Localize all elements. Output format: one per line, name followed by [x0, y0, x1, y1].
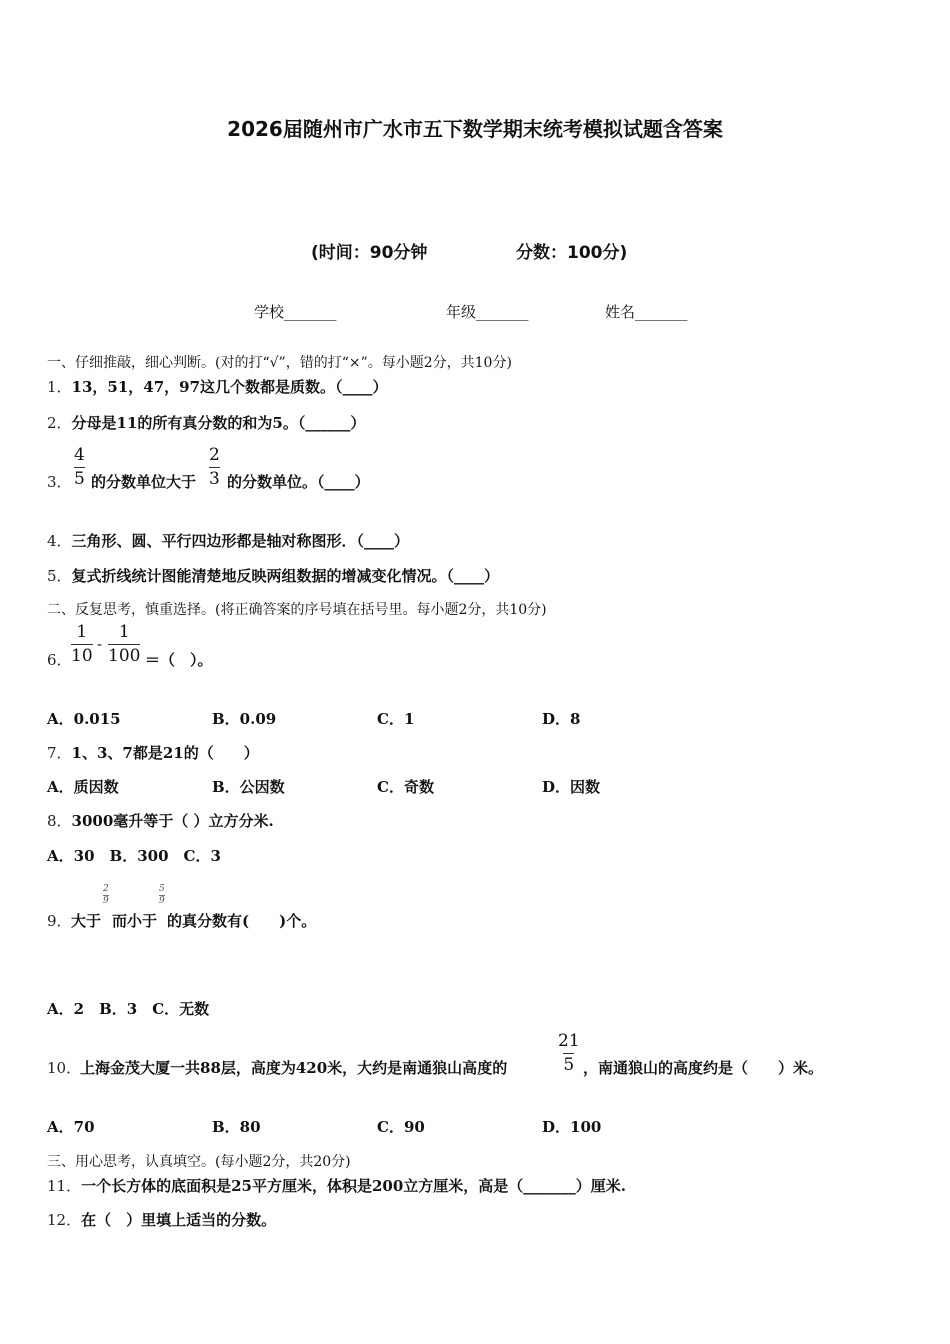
fraction-denominator: 3: [209, 469, 220, 489]
question-text: 三角形、圆、平行四边形都是轴对称图形．（____）: [71, 532, 410, 550]
option-c[interactable]: C．奇数: [377, 778, 434, 796]
question-11: [47, 1175, 626, 1196]
fraction-numerator: 1: [76, 622, 88, 642]
section-heading-2: 二、反复思考，慎重选择。(将正确答案的序号填在括号里。每小题2分，共10分): [47, 602, 547, 618]
question-12: [47, 1209, 276, 1230]
question-number: 6．: [47, 651, 72, 669]
question-text: 3000毫升等于（ ）立方分米.: [71, 812, 274, 830]
fraction-numerator: 5: [159, 884, 165, 894]
question-5: [47, 565, 499, 586]
school-field[interactable]: 学校_______: [254, 303, 337, 321]
question-3-text-2: 的分数单位。（____）: [227, 473, 370, 491]
question-6-number: [47, 649, 72, 670]
question-7: [47, 742, 259, 763]
page-title: 2026届随州市广水市五下数学期末统考模拟试题含答案: [227, 117, 723, 141]
name-field[interactable]: 姓名_______: [605, 303, 688, 321]
minus-sign: -: [97, 635, 103, 653]
question-4: [47, 530, 409, 551]
question-9-options[interactable]: A．2 B．3 C．无数: [47, 1000, 210, 1018]
question-9-text-2: 而小于: [112, 912, 158, 930]
question-number: 3．: [47, 473, 72, 491]
question-text: 在（ ）里填上适当的分数。: [81, 1211, 277, 1229]
option-d[interactable]: D．100: [542, 1118, 602, 1136]
option-c[interactable]: C．1: [377, 710, 415, 728]
question-10-number: [47, 1057, 81, 1078]
question-9-text-3: 的真分数有( )个。: [167, 912, 317, 930]
fraction-denominator: 9: [103, 896, 109, 906]
section-heading-1: 一、仔细推敲，细心判断。(对的打“√”，错的打“×”。每小题2分，共10分): [47, 355, 512, 371]
question-3-text-1: 的分数单位大于: [91, 473, 197, 491]
question-1: [47, 376, 388, 397]
question-number: 1．: [47, 378, 72, 396]
fraction-2-3: [207, 447, 222, 488]
fraction-21-5: [556, 1033, 582, 1074]
fraction-1-100: [108, 624, 140, 665]
question-number: 5．: [47, 567, 72, 585]
question-number: 7．: [47, 744, 72, 762]
question-2: [47, 412, 365, 433]
fraction-numerator: 21: [558, 1031, 580, 1051]
question-text: 分母是11的所有真分数的和为5。（______）: [71, 414, 366, 432]
question-text: 一个长方体的底面积是25平方厘米，体积是200立方厘米，高是（_______）厘米.: [81, 1177, 627, 1195]
question-3-number: [47, 471, 72, 492]
question-9-text-1: 大于: [71, 912, 102, 930]
fraction-2-9: [101, 885, 111, 906]
option-a[interactable]: A．70: [47, 1118, 95, 1136]
fraction-denominator: 9: [159, 896, 165, 906]
option-a[interactable]: A．0.015: [47, 710, 121, 728]
fraction-numerator: 2: [209, 445, 220, 465]
question-number: 8．: [47, 812, 72, 830]
question-text: 1、3、7都是21的（ ）: [71, 744, 259, 762]
option-b[interactable]: B．80: [212, 1118, 261, 1136]
option-d[interactable]: D．因数: [542, 778, 601, 796]
question-number: 11．: [47, 1177, 82, 1195]
fraction-numerator: 1: [118, 622, 130, 642]
fraction-denominator: 10: [71, 646, 93, 666]
option-c[interactable]: C．90: [377, 1118, 425, 1136]
option-b[interactable]: B．0.09: [212, 710, 277, 728]
question-number: 4．: [47, 532, 72, 550]
option-a[interactable]: A．质因数: [47, 778, 119, 796]
fraction-4-5: [72, 447, 87, 488]
fraction-1-10: [71, 624, 93, 665]
section-heading-3: 三、用心思考，认真填空。(每小题2分，共20分): [47, 1154, 351, 1170]
grade-field[interactable]: 年级_______: [446, 303, 529, 321]
fraction-numerator: 2: [103, 884, 109, 894]
question-8-options[interactable]: A．30 B．300 C．3: [47, 847, 221, 865]
question-number: 10．: [47, 1059, 82, 1077]
option-b[interactable]: B．公因数: [212, 778, 285, 796]
fraction-5-9: [157, 885, 167, 906]
question-number: 2．: [47, 414, 72, 432]
exam-time: (时间：90分钟: [311, 243, 428, 263]
fraction-denominator: 5: [74, 469, 85, 489]
question-10-text-1: 上海金茂大厦一共88层，高度为420米，大约是南通狼山高度的: [80, 1059, 508, 1077]
fraction-denominator: 100: [108, 646, 141, 666]
question-text: 复式折线统计图能清楚地反映两组数据的增减变化情况。（____）: [71, 567, 500, 585]
question-number: 9．: [47, 912, 72, 930]
question-number: 12．: [47, 1211, 82, 1229]
exam-score: 分数：100分): [516, 243, 628, 263]
fraction-numerator: 4: [74, 445, 85, 465]
option-d[interactable]: D．8: [542, 710, 581, 728]
question-text: 13，51，47，97这几个数都是质数。（____）: [71, 378, 388, 396]
question-6-tail: ＝（ ）。: [145, 651, 213, 669]
question-9-number: [47, 910, 72, 931]
fraction-denominator: 5: [563, 1055, 575, 1075]
question-8: [47, 810, 274, 831]
question-10-text-2: ，南通狼山的高度约是（ ）米。: [583, 1059, 824, 1077]
